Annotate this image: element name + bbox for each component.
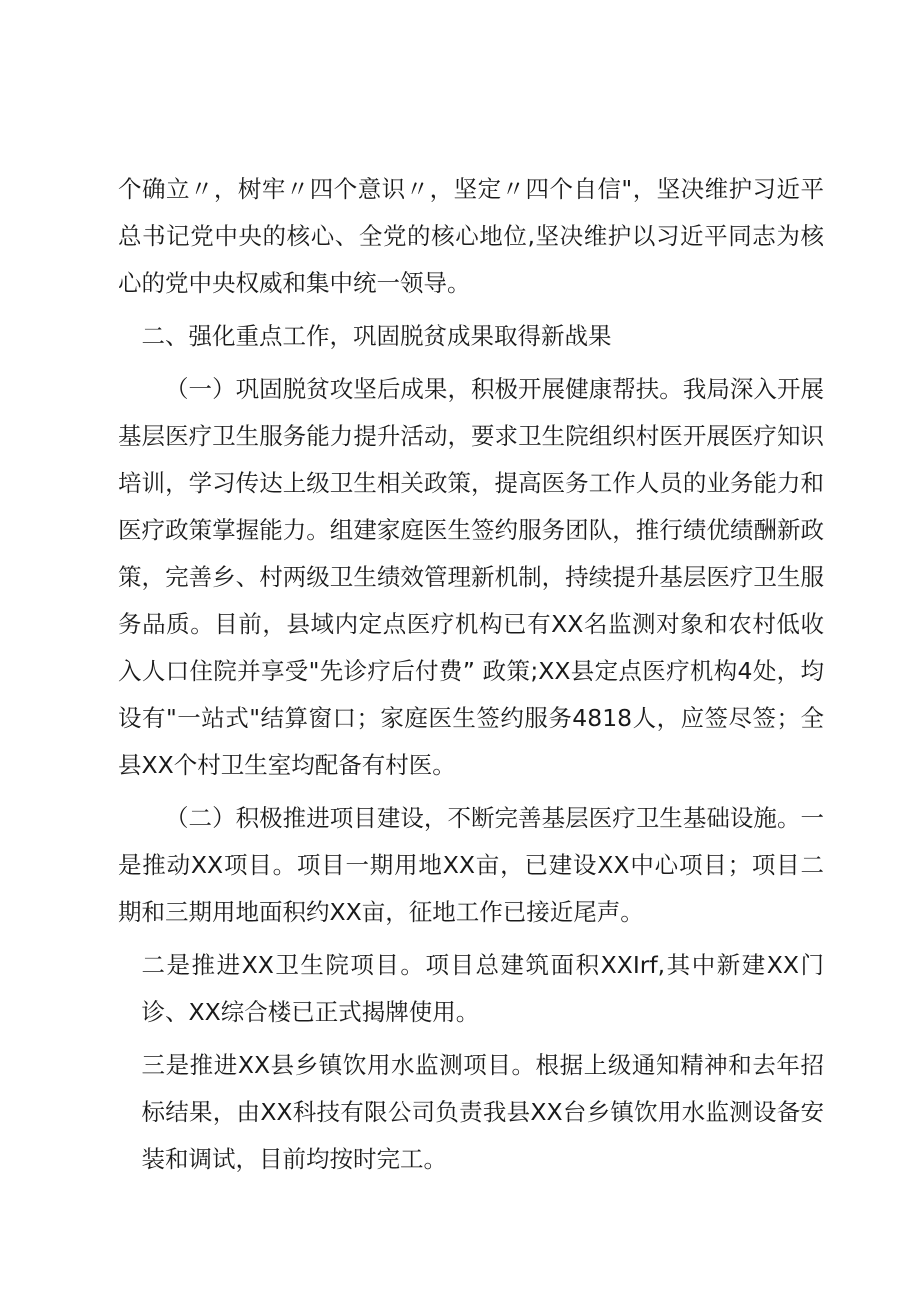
paragraph-water-monitoring-project: 三是推进XX县乡镇饮用水监测项目。根据上级通知精神和去年招标结果，由XX科技有限公司负责我县XX台乡镇饮用水监测设备安装和调试，目前均按时完工。 [141, 1051, 824, 1173]
paragraph-project-construction: （二）积极推进项目建设，不断完善基层医疗卫生基础设施。一是推动XX项目。项目一期用地XX亩，已建设XX中心项目；项目二期和三期用地面积约XX亩，征地工作已接近尾声。 [118, 804, 824, 926]
paragraph-continuation: 个确立〃，树牢〃四个意识〃，坚定〃四个自信"，坚决维护习近平总书记党中央的核心、全党的核心地位,坚决维护以习近平同志为核心的党中央权威和集中统一领导。 [118, 175, 824, 297]
document-body [118, 166, 824, 1183]
paragraph-health-center-project: 二是推进XX卫生院项目。项目总建筑面积XXIrf,其中新建XX门诊、XX综合楼已正式揭牌使用。 [141, 951, 824, 1026]
paragraph-health-assistance: （一）巩固脱贫攻坚后成果，积极开展健康帮扶。我局深入开展基层医疗卫生服务能力提升活动，要求卫生院组织村医开展医疗知识培训，学习传达上级卫生相关政策，提高医务工作人员的业务能力和医疗政策掌握能力。组建家庭医生签约服务团队，推行绩优绩酬新政策，完善乡、村两级卫生绩效管理新机制，持续提升基层医疗卫生服务品质。目前，县域内定点医疗机构已有XX名监测对象和农村低收入人口住院并享受"先诊疗后付费” 政策;XX县定点医疗机构4处，均设有"一站式"结算窗口；家庭医生签约服务4818人，应签尽签；全县XX个村卫生室均配备有村医。 [118, 375, 824, 779]
section-heading-2: 二、强化重点工作，巩固脱贫成果取得新战果 [141, 322, 612, 350]
